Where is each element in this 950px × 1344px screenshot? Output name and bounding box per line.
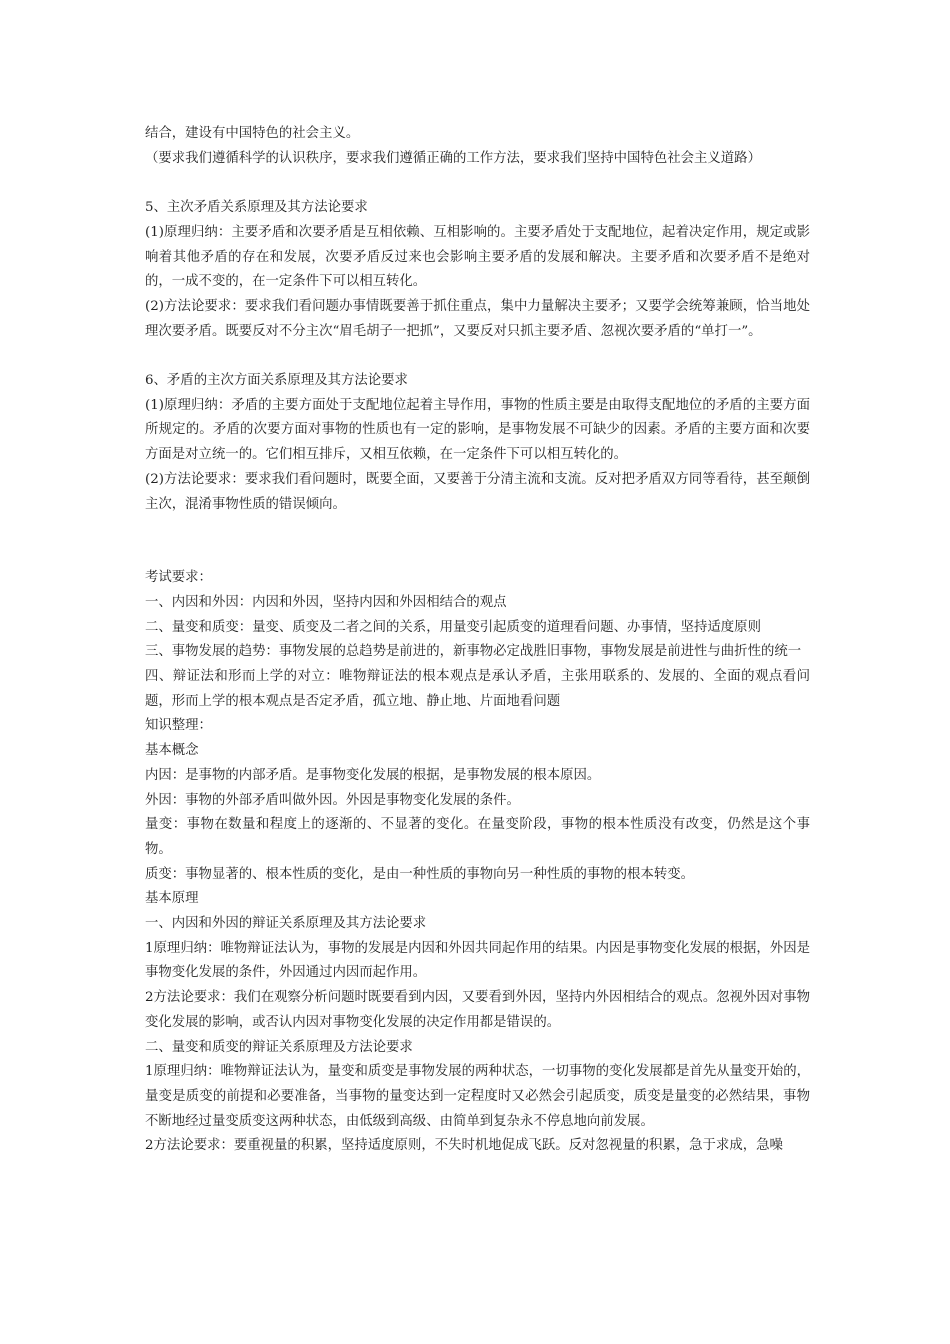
section-heading: 一、内因和外因的辩证关系原理及其方法论要求 (145, 916, 427, 932)
paragraph: 外因：事物的外部矛盾叫做外因。外因是事物变化发展的条件。 (145, 792, 520, 808)
paragraph: 四、辩证法和形而上学的对立：唯物辩证法的根本观点是承认矛盾，主张用联系的、发展的、全面的观点看问题，形而上学的根本观点是否定矛盾，孤立地、静止地、片面地看问题 (145, 669, 810, 709)
paragraph: 一、内因和外因：内因和外因，坚持内因和外因相结合的观点 (145, 594, 507, 610)
paragraph: 1原理归纳：唯物辩证法认为，量变和质变是事物发展的两种状态，一切事物的变化发展都是首先从量变开始的，量变是质变的前提和必要准备，当事物的量变达到一定程度时又必然会引起质变，质变是量变的必然结果，事物不断地经过量变质变这两种状态，由低级到高级、由简单到复杂永不停息地向前发展。 (145, 1064, 810, 1129)
section-heading: 6、矛盾的主次方面关系原理及其方法论要求 (145, 373, 408, 388)
section-heading: 二、量变和质变的辩证关系原理及方法论要求 (145, 1039, 413, 1055)
section-heading: 考试要求： (145, 570, 212, 586)
paragraph: 内因：是事物的内部矛盾。是事物变化发展的根据，是事物发展的根本原因。 (145, 767, 601, 783)
paragraph: 结合，建设有中国特色的社会主义。 (145, 126, 360, 141)
paragraph: 三、事物发展的趋势：事物发展的总趋势是前进的，新事物必定战胜旧事物，事物发展是前进性与曲折性的统一 (145, 644, 802, 660)
paragraph: 2方法论要求：要重视量的积累，坚持适度原则，不失时机地促成飞跃。反对忽视量的积累，急于求成，急噪 (145, 1138, 783, 1154)
paragraph: 2方法论要求：我们在观察分析问题时既要看到内因，又要看到外因，坚持内外因相结合的观点。忽视外因对事物变化发展的影响，或否认内因对事物变化发展的决定作用都是错误的。 (145, 990, 810, 1030)
section-heading: 5、主次矛盾关系原理及其方法论要求 (145, 200, 368, 216)
section-heading: 知识整理： (145, 718, 212, 734)
section-heading: 基本概念 (145, 743, 199, 759)
paragraph: (1)原理归纳：主要矛盾和次要矛盾是互相依赖、互相影响的。主要矛盾处于支配地位，起着决定作用，规定或影响着其他矛盾的存在和发展，次要矛盾反过来也会影响主要矛盾的发展和解决。主要矛盾和次要矛盾不是绝对的，一成不变的，在一定条件下可以相互转化。 (145, 224, 810, 290)
paragraph: 量变：事物在数量和程度上的逐渐的、不显著的变化。在量变阶段，事物的根本性质没有改变，仍然是这个事物。 (145, 817, 810, 857)
paragraph: 质变：事物显著的、根本性质的变化，是由一种性质的事物向另一种性质的事物的根本转变。 (145, 866, 695, 882)
paragraph: (2)方法论要求：要求我们看问题时，既要全面，又要善于分清主流和支流。反对把矛盾双方同等看待，甚至颠倒主次，混淆事物性质的错误倾向。 (145, 471, 810, 512)
paragraph: （要求我们遵循科学的认识秩序，要求我们遵循正确的工作方法，要求我们坚持中国特色社会主义道路） (145, 150, 761, 166)
blank-line (145, 344, 810, 369)
paragraph: (2)方法论要求：要求我们看问题办事情既要善于抓住重点，集中力量解决主要矛；又要学会统筹兼顾，恰当地处理次要矛盾。既要反对不分主次“眉毛胡子一把抓”，又要反对只抓主要矛盾、忽视次要矛盾的“单打一”。 (145, 298, 810, 339)
paragraph: (1)原理归纳：矛盾的主要方面处于支配地位起着主导作用，事物的性质主要是由取得支配地位的矛盾的主要方面所规定的。矛盾的次要方面对事物的性质也有一定的影响，是事物发展不可缺少的因素。矛盾的主要方面和次要方面是对立统一的。它们相互排斥，又相互依赖，在一定条件下可以相互转化的。 (145, 397, 810, 463)
paragraph: 二、量变和质变：量变、质变及二者之间的关系，用量变引起质变的道理看问题、办事情，坚持适度原则 (145, 619, 761, 635)
document-body (145, 122, 810, 1159)
blank-line (145, 171, 810, 196)
blank-line (145, 517, 810, 566)
section-heading: 基本原理 (145, 891, 199, 907)
paragraph: 1原理归纳：唯物辩证法认为，事物的发展是内因和外因共同起作用的结果。内因是事物变化发展的根据，外因是事物变化发展的条件，外因通过内因而起作用。 (145, 940, 810, 981)
